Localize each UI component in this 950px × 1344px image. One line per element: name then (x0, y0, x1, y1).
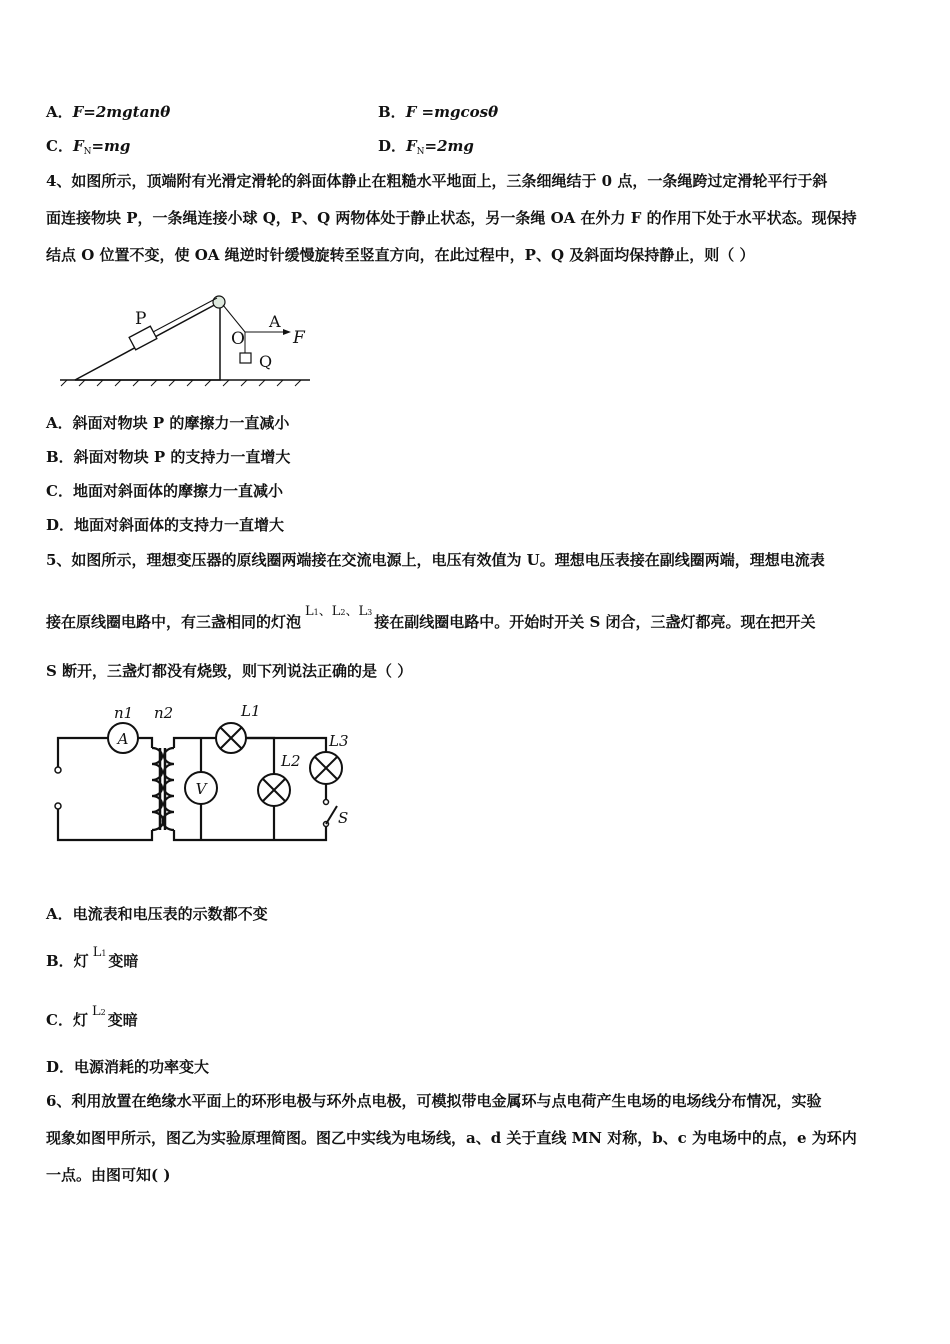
label-a: A (269, 312, 281, 331)
q5-option-d: D．电源消耗的功率变大 (46, 1058, 210, 1076)
q3-option-d (378, 136, 474, 162)
lamp-l1 (216, 723, 246, 753)
lamp-label-sep2: 、 (345, 604, 359, 619)
lamp-label-l1: L (305, 604, 314, 619)
q4-option-d: D．地面对斜面体的支持力一直增大 (46, 516, 285, 534)
lamp-label-l2-sub: 2 (340, 608, 346, 617)
q3-option-a-eq: F=2mgtanθ (72, 103, 171, 121)
q6-stem-line3: 一点。由图可知( ) (46, 1166, 171, 1184)
q3-option-d-f: F (406, 137, 417, 155)
lamp-labels (305, 600, 372, 623)
q3-option-d-eq: =2mg (424, 137, 474, 155)
label-l2: L2 (281, 752, 301, 770)
lamp-label-sep1: 、 (318, 604, 332, 619)
voltmeter (185, 772, 217, 804)
lamp-l3 (310, 752, 342, 784)
label-l1: L1 (241, 702, 261, 720)
q5-transformer-circuit (44, 700, 364, 850)
q4-stem-line1: 4、如图所示，顶端附有光滑定滑轮的斜面体静止在粗糙水平地面上，三条细绳结于 0 点，一条绳跨过定滑轮平行于斜 (46, 172, 828, 190)
q5-option-b-a: B．灯 (46, 952, 89, 970)
q3-option-b (378, 102, 498, 122)
lamp-l2 (258, 774, 290, 806)
label-f: F (293, 328, 305, 348)
q3-option-c-f: F (72, 137, 84, 155)
q3-option-c-n: N (83, 147, 92, 157)
ball-q (240, 353, 251, 363)
label-p: P (135, 309, 147, 329)
lamp-label-l2: L (331, 604, 341, 619)
q3-option-a (46, 102, 170, 122)
q3-option-b-eq: F =mgcosθ (405, 103, 499, 121)
q5-option-b-b: 变暗 (108, 952, 139, 970)
q5-option-c (46, 1004, 138, 1033)
label-o: O (231, 329, 245, 349)
lamp-label-l3: L (358, 604, 368, 619)
q6-stem-line1: 6、利用放置在绝缘水平面上的环形电极与环外点电极，可模拟带电金属环与点电荷产生电场的电场线分布情况，实验 (46, 1092, 822, 1110)
q5-option-c-lamp-l: L (91, 1004, 101, 1019)
q5-stem-line2 (46, 604, 816, 635)
q5-option-b-lamp-sub: 1 (101, 949, 107, 958)
label-n1: n1 (114, 704, 134, 722)
q5-option-b-lamp (93, 941, 107, 964)
q5-option-c-a: C．灯 (46, 1011, 88, 1029)
q4-option-c: C．地面对斜面体的摩擦力一直减小 (46, 482, 283, 500)
label-l3: L3 (329, 732, 349, 750)
voltmeter-label: V (195, 780, 207, 798)
pulley (213, 296, 225, 308)
q6-stem-line2: 现象如图甲所示，图乙为实验原理简图。图乙中实线为电场线，a、d 关于直线 MN 对称，b、c 为电场中的点，e 为环内 (46, 1129, 857, 1147)
q5-option-b (46, 945, 139, 974)
q5-option-c-b: 变暗 (107, 1011, 138, 1029)
q3-option-d-n: N (416, 147, 425, 157)
q3-option-c-letter: C． (46, 137, 73, 155)
lamp-label-l1-sub: 1 (313, 608, 319, 617)
q5-option-b-lamp-l: L (92, 945, 102, 960)
q4-incline-figure (55, 290, 325, 390)
label-q: Q (259, 352, 273, 371)
switch-label: S (338, 809, 349, 827)
q5-option-c-lamp (92, 1000, 106, 1023)
switch-s (324, 800, 349, 828)
label-n2: n2 (154, 704, 174, 722)
q3-option-c (46, 136, 130, 162)
block-p (129, 326, 157, 350)
q5-stem-line3: S 断开，三盏灯都没有烧毁，则下列说法正确的是（ ） (46, 662, 413, 680)
q5-stem-line2-b: 接在副线圈电路中。开始时开关 S 闭合，三盏灯都亮。现在把开关 (374, 613, 816, 631)
q5-stem-line2-a: 接在原线圈电路中，有三盏相同的灯泡 (46, 613, 302, 631)
q5-stem-line1: 5、如图所示，理想变压器的原线圈两端接在交流电源上，电压有效值为 U。理想电压表接在副线圈两端，理想电流表 (46, 551, 825, 569)
q3-option-a-letter: A． (46, 103, 73, 121)
q3-option-d-letter: D． (378, 137, 407, 155)
q4-stem-line2: 面连接物块 P，一条绳连接小球 Q，P、Q 两物体处于静止状态，另一条绳 OA 在外力 F 的作用下处于水平状态。现保持 (46, 209, 857, 227)
q4-option-a: A．斜面对物块 P 的摩擦力一直减小 (46, 414, 290, 432)
lamp-label-l3-sub: 3 (367, 608, 373, 617)
ammeter (108, 723, 138, 753)
q5-option-c-lamp-sub: 2 (100, 1008, 106, 1017)
q4-stem-line3: 结点 O 位置不变，使 OA 绳逆时针缓慢旋转至竖直方向，在此过程中，P、Q 及斜面均保持静止，则（ ） (46, 246, 755, 264)
q3-option-c-eq: =mg (91, 137, 131, 155)
q3-option-b-letter: B． (378, 103, 406, 121)
ammeter-label: A (117, 730, 129, 748)
q5-option-a: A．电流表和电压表的示数都不变 (46, 905, 268, 923)
q4-option-b: B．斜面对物块 P 的支持力一直增大 (46, 448, 291, 466)
